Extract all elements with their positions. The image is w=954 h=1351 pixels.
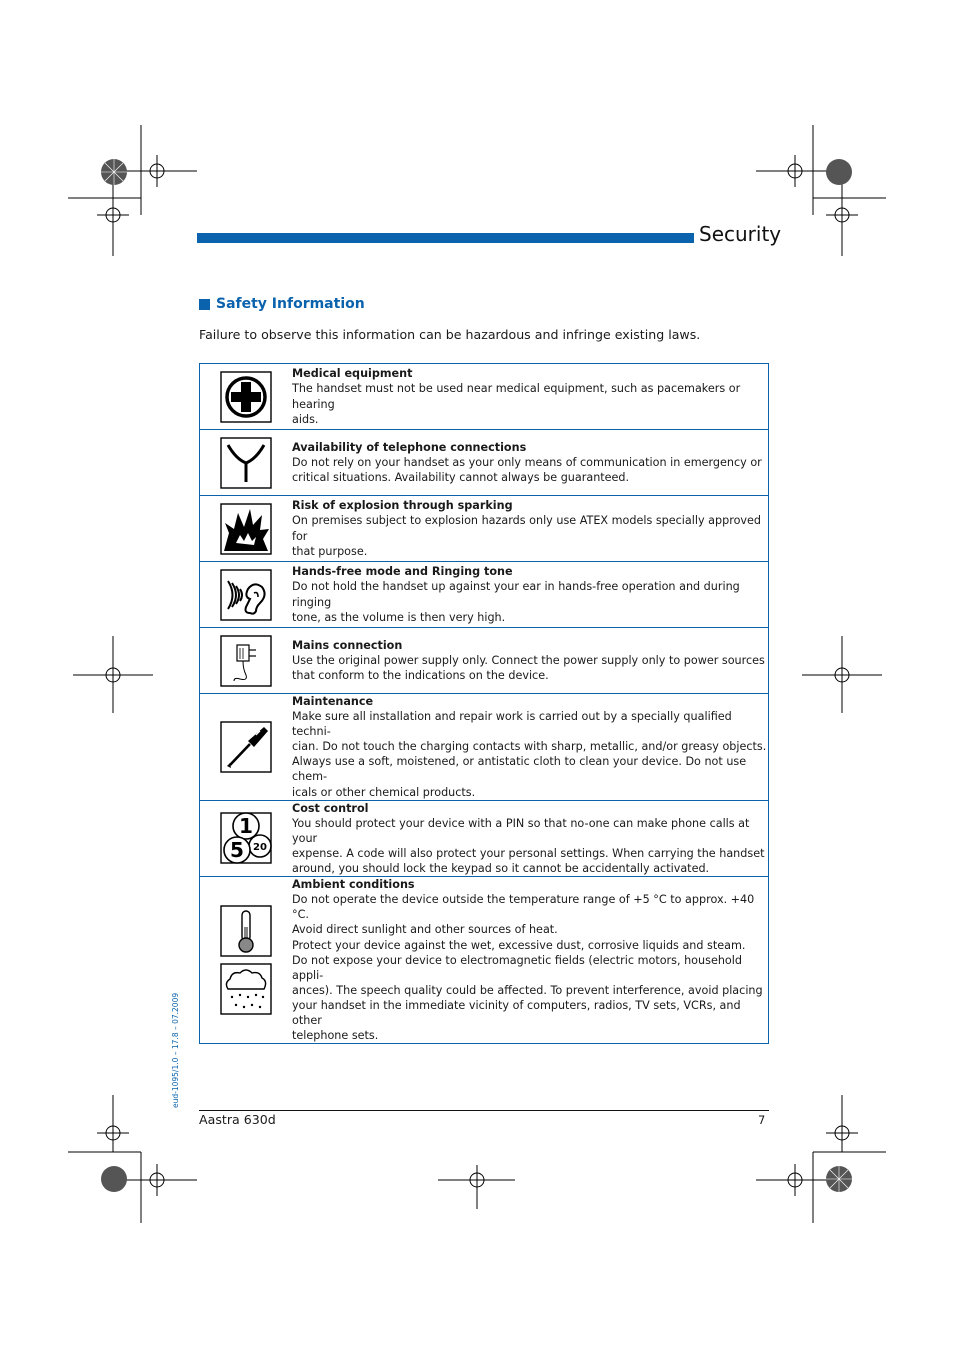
row-icon-cell (200, 430, 293, 496)
row-text-cell (292, 877, 769, 1044)
row-text-cell (292, 628, 769, 694)
heading-text: Safety Information (216, 296, 365, 312)
row-line: Do not rely on your handset as your only means of communication in emergency or (292, 455, 762, 469)
row-icon-cell (200, 877, 293, 1044)
antenna-icon (220, 437, 272, 489)
row-line: tone, as the volume is then very high. (292, 610, 506, 624)
row-line: icals or other chemical products. (292, 785, 476, 799)
section-heading (199, 296, 365, 312)
thermometer-icon (220, 905, 272, 957)
intro-text: Failure to observe this information can be hazardous and infringe existing laws. (199, 327, 701, 342)
row-title: Risk of explosion through sparking (292, 499, 513, 513)
coin-twenty-label: 20 (253, 842, 267, 854)
row-line: Do not hold the handset up against your ear in hands-free operation and during ringing (292, 580, 740, 609)
row-line: around, you should lock the keypad so it cannot be accidentally activated. (292, 862, 710, 876)
coin-one-label: 1 (239, 814, 253, 839)
row-line: your handset in the immediate vicinity of computers, radios, TV sets, VCRs, and other (292, 998, 741, 1027)
row-line: that conform to the indications on the device. (292, 669, 549, 683)
row-icon-cell (200, 496, 293, 562)
row-icon-cell (200, 628, 293, 694)
table-row (200, 694, 769, 801)
medical-cross-icon (220, 371, 272, 423)
coins-icon (220, 812, 272, 864)
row-text-cell (292, 800, 769, 876)
coin-five-label: 5 (230, 838, 244, 863)
row-line: aids. (292, 412, 319, 426)
row-line: Use the original power supply only. Connect the power supply only to power sources (292, 653, 765, 667)
row-line: that purpose. (292, 544, 368, 558)
row-icon-cell (200, 364, 293, 430)
row-line: Protect your device against the wet, excessive dust, corrosive liquids and steam. (292, 938, 746, 952)
row-line: Do not expose your device to electromagnetic fields (electric motors, household appli- (292, 953, 742, 982)
table-row (200, 430, 769, 496)
document-code: eud-1095/1.0 – 17.8 – 07.2009 (171, 992, 180, 1108)
row-line: telephone sets. (292, 1029, 379, 1043)
header-bar (197, 233, 694, 243)
row-line: Avoid direct sunlight and other sources of heat. (292, 923, 558, 937)
row-text-cell (292, 430, 769, 496)
row-line: You should protect your device with a PIN so that no-one can make phone calls at your (292, 816, 750, 845)
section-title: Security (699, 222, 782, 246)
ear-sound-icon (220, 569, 272, 621)
row-line: cian. Do not touch the charging contacts with sharp, metallic, and/or greasy objects. (292, 740, 767, 754)
row-title: Cost control (292, 801, 369, 815)
table-row (200, 800, 769, 876)
screwdriver-icon (220, 721, 272, 773)
table-row (200, 877, 769, 1044)
row-line: critical situations. Availability cannot always be guaranteed. (292, 471, 630, 485)
explosion-icon (220, 503, 272, 555)
table-row (200, 562, 769, 628)
row-title: Availability of telephone connections (292, 440, 527, 454)
row-text-cell (292, 694, 769, 801)
table-row (200, 496, 769, 562)
row-icon-cell (200, 562, 293, 628)
row-line: Do not operate the device outside the temperature range of +5 °C to approx. +40 °C. (292, 893, 755, 922)
row-line: Make sure all installation and repair work is carried out by a specially qualified techni- (292, 710, 732, 739)
row-line: On premises subject to explosion hazards only use ATEX models specially approved for (292, 514, 762, 543)
safety-table (199, 363, 769, 1044)
row-title: Medical equipment (292, 367, 413, 381)
table-row (200, 628, 769, 694)
footer-rule (199, 1110, 769, 1111)
table-row (200, 364, 769, 430)
page-number: 7 (758, 1113, 766, 1127)
row-line: ances). The speech quality could be affected. To prevent interference, avoid placing (292, 983, 763, 997)
row-line: Always use a soft, moistened, or antistatic cloth to clean your device. Do not use chem- (292, 755, 747, 784)
power-plug-icon (220, 635, 272, 687)
row-title: Hands-free mode and Ringing tone (292, 565, 513, 579)
row-line: The handset must not be used near medical equipment, such as pacemakers or hearing (292, 382, 741, 411)
row-icon-cell (200, 694, 293, 801)
row-title: Mains connection (292, 638, 403, 652)
row-text-cell (292, 496, 769, 562)
row-title: Maintenance (292, 695, 374, 708)
row-text-cell (292, 364, 769, 430)
row-icon-cell (200, 800, 293, 876)
row-text-cell (292, 562, 769, 628)
rain-cloud-icon (220, 963, 272, 1015)
row-title: Ambient conditions (292, 878, 415, 892)
heading-bullet-icon (199, 299, 210, 310)
row-line: expense. A code will also protect your personal settings. When carrying the handset (292, 846, 765, 860)
footer-product: Aastra 630d (199, 1112, 276, 1127)
